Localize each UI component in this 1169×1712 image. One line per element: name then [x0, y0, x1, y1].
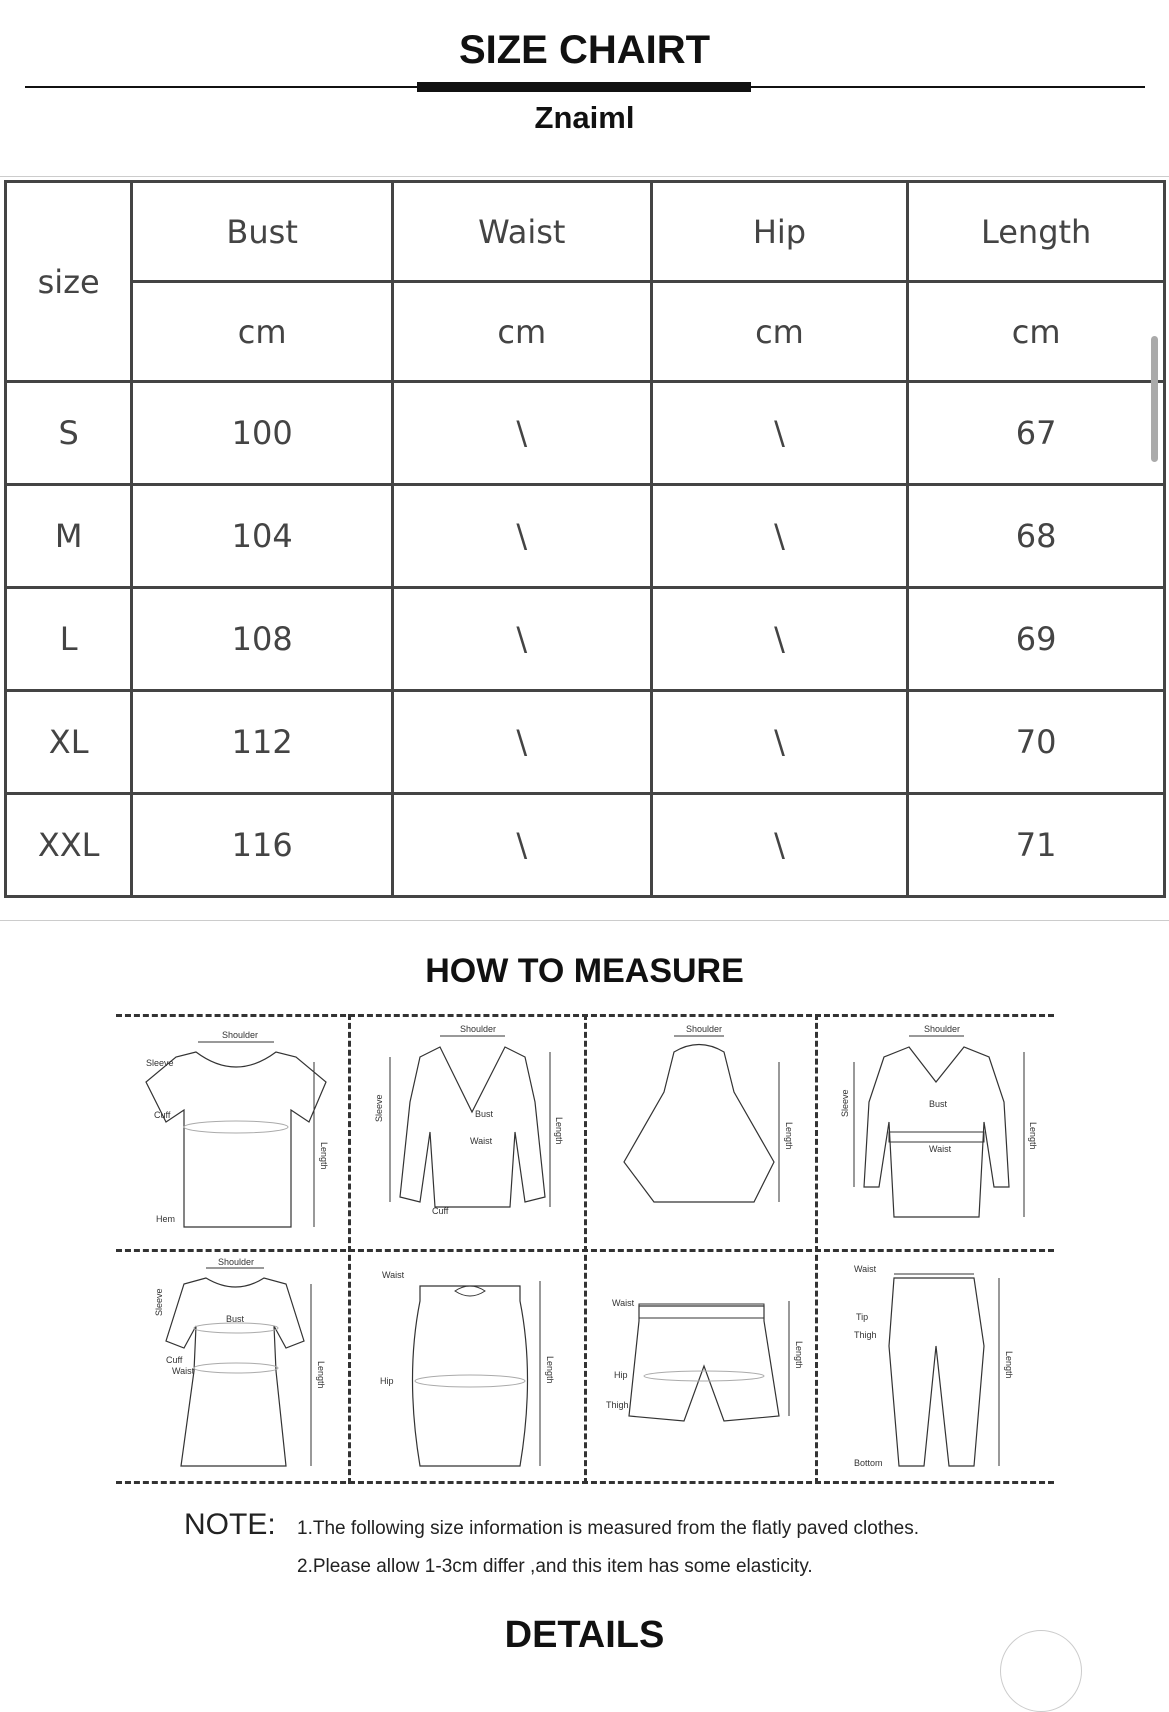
unit-bust: cm — [132, 282, 393, 382]
length-cell: 67 — [908, 382, 1165, 485]
label-length: Length — [794, 1341, 804, 1369]
label-cuff: Cuff — [154, 1110, 171, 1120]
brand-name: Znaiml — [534, 100, 635, 135]
cape-icon — [594, 1022, 806, 1244]
label-hip: Hip — [380, 1376, 394, 1386]
label-shoulder: Shoulder — [686, 1024, 723, 1034]
coat-diagram — [824, 1022, 1046, 1244]
length-cell: 71 — [908, 794, 1165, 897]
table-frame-top — [0, 176, 1169, 177]
waist-cell: \ — [392, 382, 651, 485]
hip-cell: \ — [651, 588, 908, 691]
dress-diagram — [126, 1256, 336, 1476]
size-cell: M — [6, 485, 132, 588]
bust-cell: 112 — [132, 691, 393, 794]
table-row — [6, 691, 1165, 794]
label-waist: Waist — [612, 1298, 635, 1308]
title-divider-accent — [417, 82, 751, 92]
bust-cell: 116 — [132, 794, 393, 897]
size-cell: XL — [6, 691, 132, 794]
table-row — [6, 382, 1165, 485]
label-sleeve: Sleeve — [374, 1094, 384, 1122]
scrollbar[interactable] — [1151, 336, 1158, 462]
size-table — [4, 180, 1166, 898]
unit-length: cm — [908, 282, 1165, 382]
table-row — [6, 485, 1165, 588]
column-header-bust: Bust — [132, 182, 393, 282]
label-shoulder: Shoulder — [218, 1257, 255, 1267]
column-header-length: Length — [908, 182, 1165, 282]
dress-icon — [126, 1256, 336, 1476]
label-hip: Hip — [614, 1370, 628, 1380]
size-cell: S — [6, 382, 132, 485]
label-sleeve: Sleeve — [154, 1288, 164, 1316]
shorts-diagram — [594, 1256, 806, 1476]
how-to-measure-title: HOW TO MEASURE — [425, 952, 744, 990]
label-waist: Waist — [854, 1264, 877, 1274]
hip-cell: \ — [651, 485, 908, 588]
coat-icon — [824, 1022, 1046, 1244]
label-bust: Bust — [929, 1099, 948, 1109]
hip-cell: \ — [651, 794, 908, 897]
label-shoulder: Shoulder — [924, 1024, 961, 1034]
label-bust: Bust — [226, 1314, 245, 1324]
table-frame-bottom — [0, 920, 1169, 921]
bust-cell: 104 — [132, 485, 393, 588]
label-tip: Tip — [856, 1312, 869, 1322]
note-label: NOTE: — [184, 1508, 276, 1541]
waist-cell: \ — [392, 485, 651, 588]
note-line-1: 1.The following size information is measured from the flatly paved clothes. — [297, 1518, 920, 1539]
label-length: Length — [1028, 1122, 1038, 1150]
table-row — [6, 588, 1165, 691]
tshirt-diagram — [126, 1022, 336, 1244]
label-sleeve: Sleeve — [840, 1089, 850, 1117]
label-thigh: Thigh — [606, 1400, 629, 1410]
table-row — [6, 794, 1165, 897]
bust-cell: 100 — [132, 382, 393, 485]
label-length: Length — [545, 1356, 555, 1384]
unit-hip: cm — [651, 282, 908, 382]
measure-diagram-grid — [116, 1014, 1054, 1484]
length-cell: 70 — [908, 691, 1165, 794]
table-units-row — [6, 282, 1165, 382]
size-cell: XXL — [6, 794, 132, 897]
table-header-row — [6, 182, 1165, 282]
grid-line — [584, 1014, 587, 1484]
column-header-hip: Hip — [651, 182, 908, 282]
label-length: Length — [784, 1122, 794, 1150]
label-bottom: Bottom — [854, 1458, 883, 1468]
waist-cell: \ — [392, 794, 651, 897]
label-shoulder: Shoulder — [460, 1024, 497, 1034]
label-waist: Waist — [470, 1136, 493, 1146]
label-length: Length — [319, 1142, 329, 1170]
jacket-diagram — [360, 1022, 575, 1244]
cape-diagram — [594, 1022, 806, 1244]
size-chart-title: SIZE CHAIRT — [458, 28, 711, 72]
skirt-diagram — [360, 1256, 575, 1476]
label-length: Length — [1004, 1351, 1014, 1379]
length-cell: 68 — [908, 485, 1165, 588]
label-hem: Hem — [156, 1214, 176, 1224]
grid-line — [815, 1014, 818, 1484]
label-shoulder: Shoulder — [222, 1030, 259, 1040]
hip-cell: \ — [651, 382, 908, 485]
label-length: Length — [316, 1361, 326, 1389]
bust-cell: 108 — [132, 588, 393, 691]
floating-circle-button[interactable] — [1000, 1630, 1082, 1712]
label-thigh: Thigh — [854, 1330, 877, 1340]
label-length: Length — [554, 1117, 564, 1145]
size-cell: L — [6, 588, 132, 691]
pants-diagram — [824, 1256, 1046, 1476]
jacket-icon — [360, 1022, 575, 1244]
details-heading: DETAILS — [504, 1614, 665, 1656]
label-waist: Waist — [382, 1270, 405, 1280]
skirt-icon — [360, 1256, 575, 1476]
pants-icon — [824, 1256, 1046, 1476]
label-cuff: Cuff — [166, 1355, 183, 1365]
label-sleeve: Sleeve — [146, 1058, 174, 1068]
label-waist: Waist — [172, 1366, 195, 1376]
shorts-icon — [594, 1256, 806, 1476]
unit-waist: cm — [392, 282, 651, 382]
label-bust: Bust — [475, 1109, 494, 1119]
label-waist: Waist — [929, 1144, 952, 1154]
waist-cell: \ — [392, 691, 651, 794]
label-cuff: Cuff — [432, 1206, 449, 1216]
waist-cell: \ — [392, 588, 651, 691]
column-header-waist: Waist — [392, 182, 651, 282]
length-cell: 69 — [908, 588, 1165, 691]
grid-line — [348, 1014, 351, 1484]
table-corner-size: size — [6, 182, 132, 382]
tshirt-icon — [126, 1022, 336, 1244]
hip-cell: \ — [651, 691, 908, 794]
note-line-2: 2.Please allow 1-3cm differ ,and this item has some elasticity. — [297, 1556, 813, 1577]
